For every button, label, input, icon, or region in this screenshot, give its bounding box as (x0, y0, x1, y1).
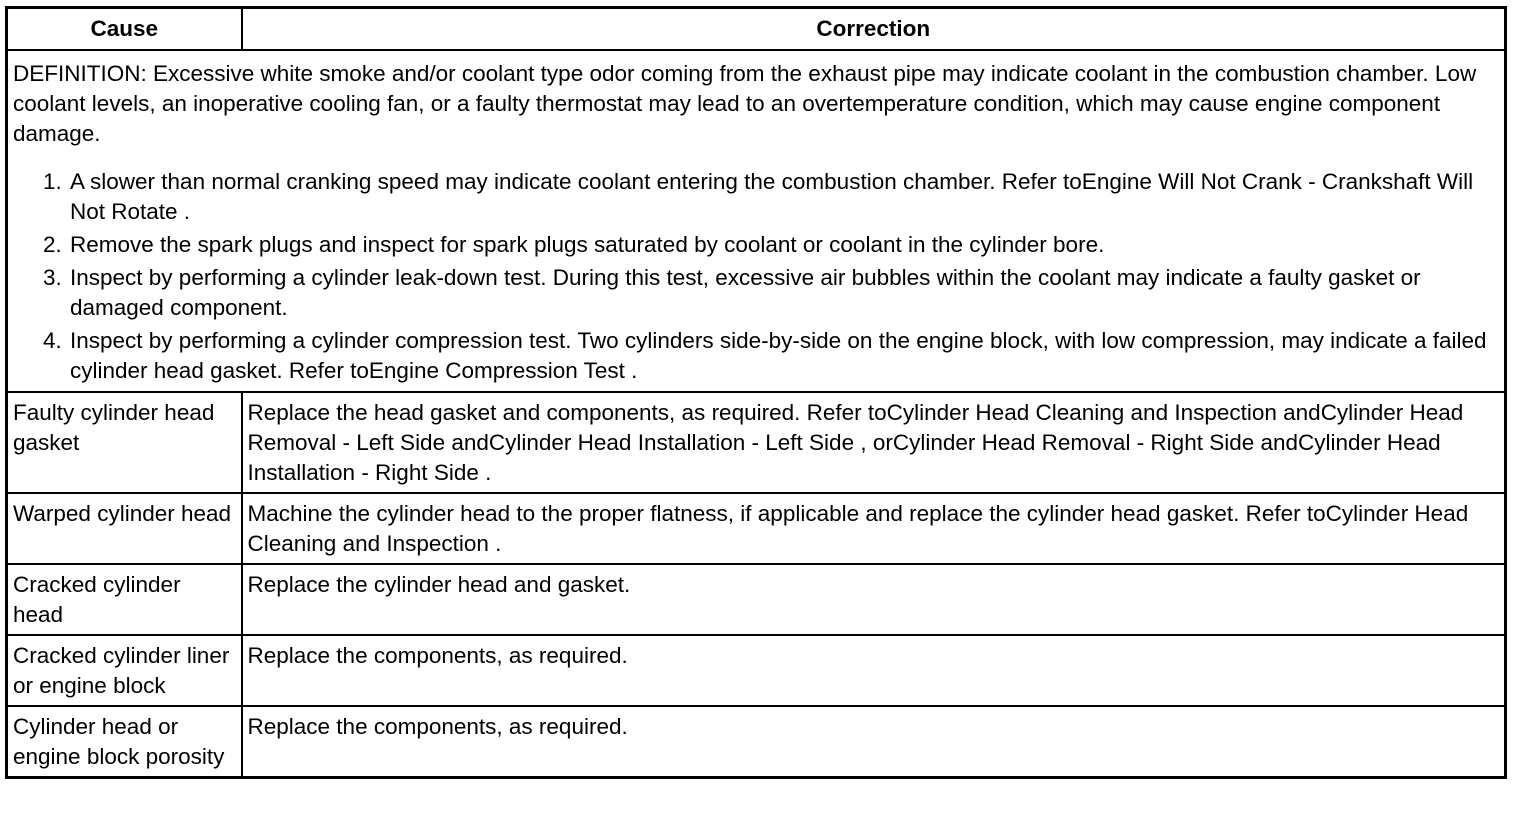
correction-cell: Machine the cylinder head to the proper flatness, if applicable and replace the cylinder head gasket. Refer toCylinder Head Cleaning and Inspection . (242, 493, 1506, 564)
cause-cell: Cracked cylinder head (7, 564, 242, 635)
diagnostic-table (5, 6, 1507, 779)
header-row (7, 8, 1506, 51)
correction-cell: Replace the cylinder head and gasket. (242, 564, 1506, 635)
definition-text: DEFINITION: Excessive white smoke and/or coolant type odor coming from the exhaust pipe may indicate coolant in the combustion chamber. Low coolant levels, an inoperative cooling fan, or a faulty thermostat may lead to an overtemperature condition, which may cause engine component damage. (13, 61, 1477, 146)
step-item: 4. Inspect by performing a cylinder compression test. Two cylinders side-by-side on the engine block, with low compression, may indicate a failed cylinder head gasket. Refer toEngine Compression Test . (68, 326, 1500, 386)
table-row (7, 706, 1506, 778)
table-row (7, 564, 1506, 635)
cause-cell: Cracked cylinder liner or engine block (7, 635, 242, 706)
correction-cell: Replace the head gasket and components, as required. Refer toCylinder Head Cleaning and Inspection andCylinder Head Removal - Left Side andCylinder Head Installation - Left Side , orCylinder Head Removal - Right Side andCylinder Head Installation - Right Side . (242, 392, 1506, 493)
definition-row (7, 50, 1506, 392)
table-row (7, 392, 1506, 493)
step-item: 3. Inspect by performing a cylinder leak-down test. During this test, excessive air bubbles within the coolant may indicate a faulty gasket or damaged component. (68, 263, 1500, 323)
step-item: 1. A slower than normal cranking speed may indicate coolant entering the combustion chamber. Refer toEngine Will Not Crank - Crankshaft Will Not Rotate . (68, 167, 1500, 227)
step-item: 2. Remove the spark plugs and inspect for spark plugs saturated by coolant or coolant in the cylinder bore. (68, 230, 1500, 260)
correction-cell: Replace the components, as required. (242, 635, 1506, 706)
cause-cell: Faulty cylinder head gasket (7, 392, 242, 493)
table-row (7, 635, 1506, 706)
cause-column-header: Cause (7, 8, 242, 51)
table-row (7, 493, 1506, 564)
cause-cell: Warped cylinder head (7, 493, 242, 564)
correction-column-header: Correction (242, 8, 1506, 51)
definition-cell (7, 50, 1506, 392)
steps-list (13, 167, 1500, 386)
correction-cell: Replace the components, as required. (242, 706, 1506, 778)
cause-cell: Cylinder head or engine block porosity (7, 706, 242, 778)
